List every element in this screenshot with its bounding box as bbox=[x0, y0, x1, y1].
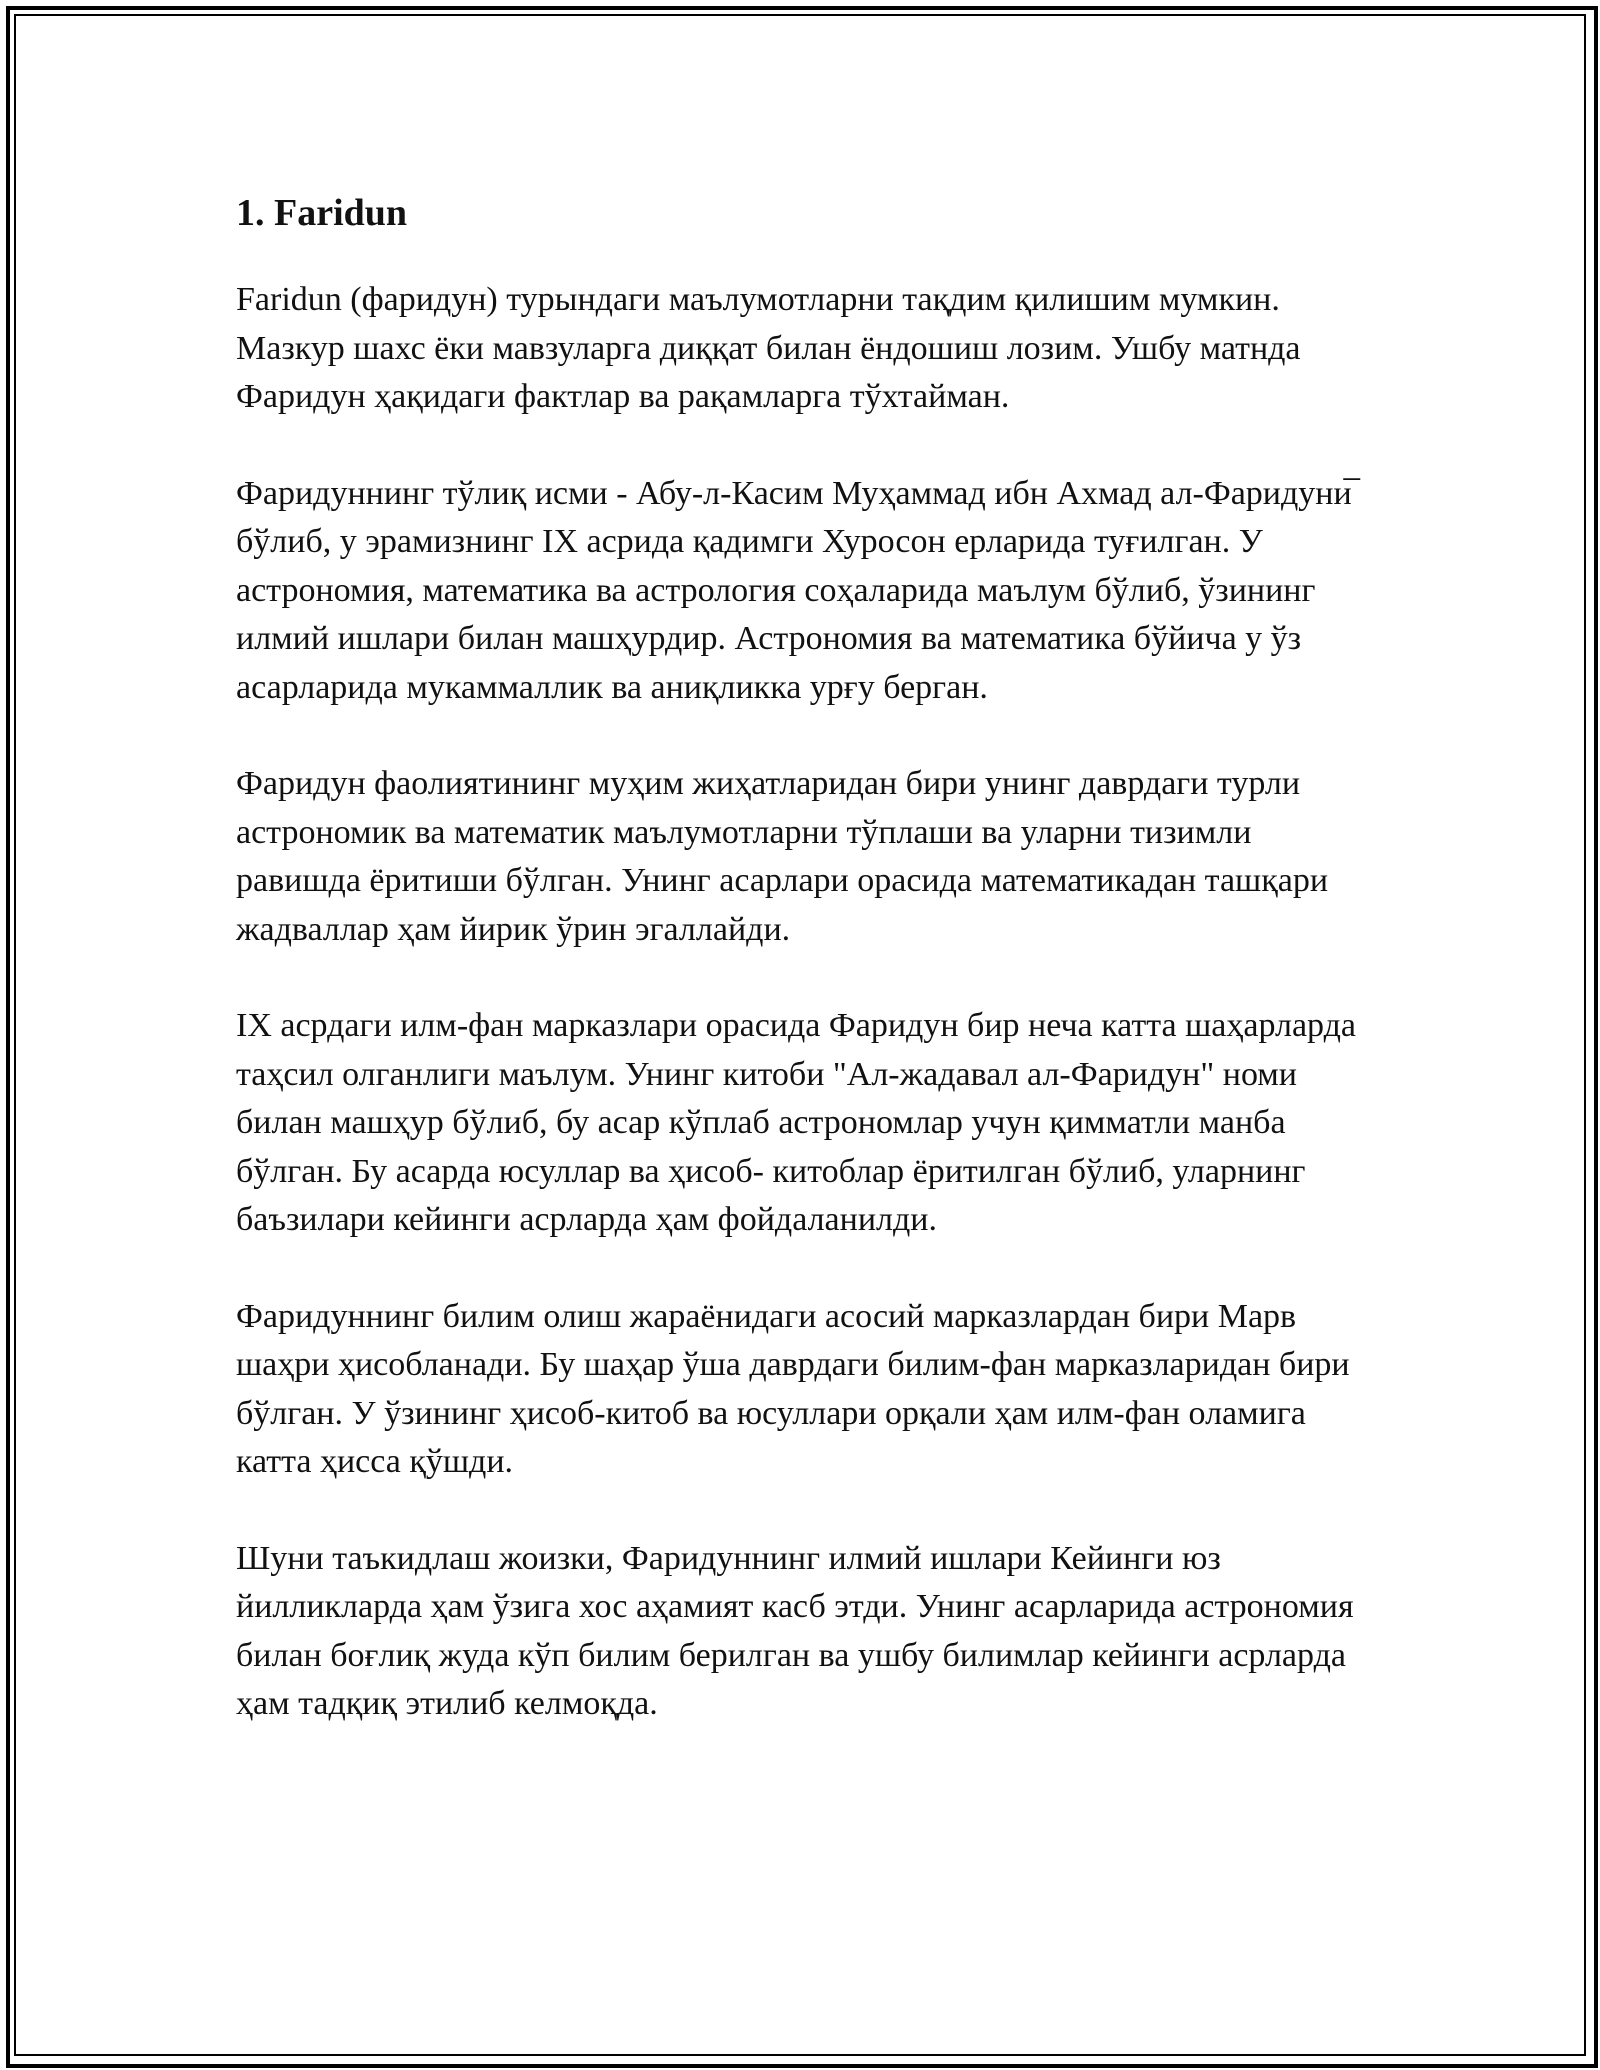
paragraph-activity: Фаридун фаолиятининг муҳим жиҳатларидан бири унинг даврдаги турли астрономик ва математик маълумотларни тўплаши ва уларни тизимли равишда ёритиши бўлган. Унинг асарлари орасида математикадан ташқари жадваллар ҳам йирик ўрин эгаллайди. bbox=[236, 765, 1329, 948]
paragraph-marv: Фаридуннинг билим олиш жараёнидаги асосий марказлардан бири Марв шаҳри ҳисобланади. Бу шаҳар ўша даврдаги билим-фан марказларидан бири бўлган. У ўзининг ҳисоб-китоб ва юсуллари орқали ҳам илм-фан оламига катта ҳисса қўшди. bbox=[236, 1297, 1350, 1480]
section-heading: 1. Faridun bbox=[236, 192, 408, 234]
paragraph-full-name: Фаридуннинг тўлиқ исми - Абу-л-Касим Муҳаммад ибн Ахмад ал-Фаридуни̅ бўлиб, у эрамизнинг IX асрида қадимги Хуросон ерларида туғилган. У астрономия, математика ва астрология соҳаларида маълум бўлиб, ўзининг илмий ишлари билан машҳурдир. Астрономия ва математика бўйича у ўз асарларида мукаммаллик ва аниқликка урғу берган. bbox=[236, 474, 1352, 706]
paragraph-book: IX асрдаги илм-фан марказлари орасида Фаридун бир неча катта шаҳарларда таҳсил олганлиги маълум. Унинг китоби "Ал-жадавал ал-Фаридун" номи билан машҳур бўлиб, бу асар кўплаб астрономлар учун қимматли манба бўлган. Бу асарда юсуллар ва ҳисоб- китоблар ёритилган бўлиб, уларнинг баъзилари кейинги асрларда ҳам фойдаланилди. bbox=[236, 1007, 1356, 1238]
document-body bbox=[236, 186, 1366, 1777]
paragraph-legacy: Шуни таъкидлаш жоизки, Фаридуннинг илмий ишлари Кейинги юз йилликларда ҳам ўзига хос аҳамият касб этди. Унинг асарларида астрономия билан боғлиқ жуда кўп билим берилган ва ушбу билимлар кейинги асрларда ҳам тадқиқ этилиб келмоқда. bbox=[236, 1539, 1354, 1722]
paragraph-intro: Faridun (фаридун) турындаги маълумотларни тақдим қилишим мумкин. Мазкур шахс ёки мавзуларга диққат билан ёндошиш лозим. Ушбу матнда Фаридун ҳақидаги фактлар ва рақамларга тўхтайман. bbox=[236, 281, 1301, 415]
